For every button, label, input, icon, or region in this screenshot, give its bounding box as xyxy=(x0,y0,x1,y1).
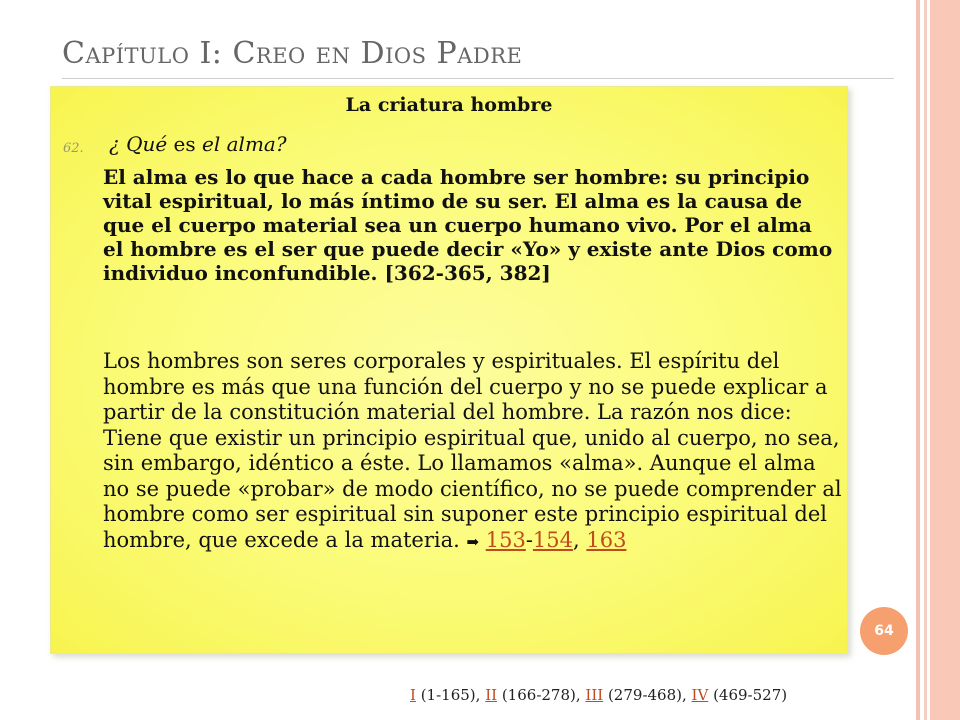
explanation-paragraph xyxy=(103,349,843,555)
page-number-badge: 64 xyxy=(860,607,908,655)
question-part-1: ¿ Qué xyxy=(109,132,168,156)
content-box xyxy=(50,86,848,654)
box-heading: La criatura hombre xyxy=(345,94,553,116)
side-bar-wide xyxy=(930,0,960,720)
footer-link-part-1[interactable]: I xyxy=(410,686,416,704)
title-divider xyxy=(62,78,894,79)
footer-range-2: (166-278), xyxy=(497,686,586,704)
footer-link-part-2[interactable]: II xyxy=(485,686,498,704)
footer-range-4: (469-527) xyxy=(708,686,788,704)
footer-range-1: (1-165), xyxy=(415,686,486,704)
footer-link-part-4[interactable]: IV xyxy=(691,686,709,704)
question-text xyxy=(109,132,287,156)
ref-separator-comma: , xyxy=(573,527,587,552)
ref-link-153[interactable]: 153 xyxy=(485,527,526,552)
side-bar-thin-1 xyxy=(916,0,920,720)
side-bar-thin-2 xyxy=(924,0,927,720)
question-part-3: el alma? xyxy=(202,132,287,156)
ref-link-154[interactable]: 154 xyxy=(532,527,574,552)
footer-range-3: (279-468), xyxy=(603,686,692,704)
paragraph-text: Los hombres son seres corporales y espirituales. El espíritu del hombre es más que una función del cuerpo y no se puede explicar a partir de la constitución material del hombre. La razón nos dice: Tiene que existir un principio espiritual que, unido al cuerpo, no sea, sin embargo, idéntico a éste. Lo llamamos «alma». Aunque el alma no se puede «probar» de modo científico, no se puede comprender al hombre como ser espiritual sin suponer este principio espiritual del hombre, que excede a la materia. xyxy=(103,349,842,552)
decorative-side-bars xyxy=(916,0,960,720)
ref-link-163[interactable]: 163 xyxy=(586,527,627,552)
slide-title: Capítulo I: Creo en Dios Padre xyxy=(62,36,523,71)
question-number: 62. xyxy=(63,141,84,156)
question-part-2: es xyxy=(167,132,203,156)
answer-text: El alma es lo que hace a cada hombre ser hombre: su principio vital espiritual, lo más íntimo de su ser. El alma es la causa de que el cuerpo material sea un cuerpo humano vivo. Por el alma el hombre es el ser que puede decir «Yo» y existe ante Dios como individuo inconfundible. [362-365, 382] xyxy=(103,165,833,285)
footer-nav xyxy=(410,686,787,704)
footer-link-part-3[interactable]: III xyxy=(585,686,604,704)
arrow-right-icon: ➡ xyxy=(466,532,480,551)
ref-separator-dash: - xyxy=(525,527,533,552)
